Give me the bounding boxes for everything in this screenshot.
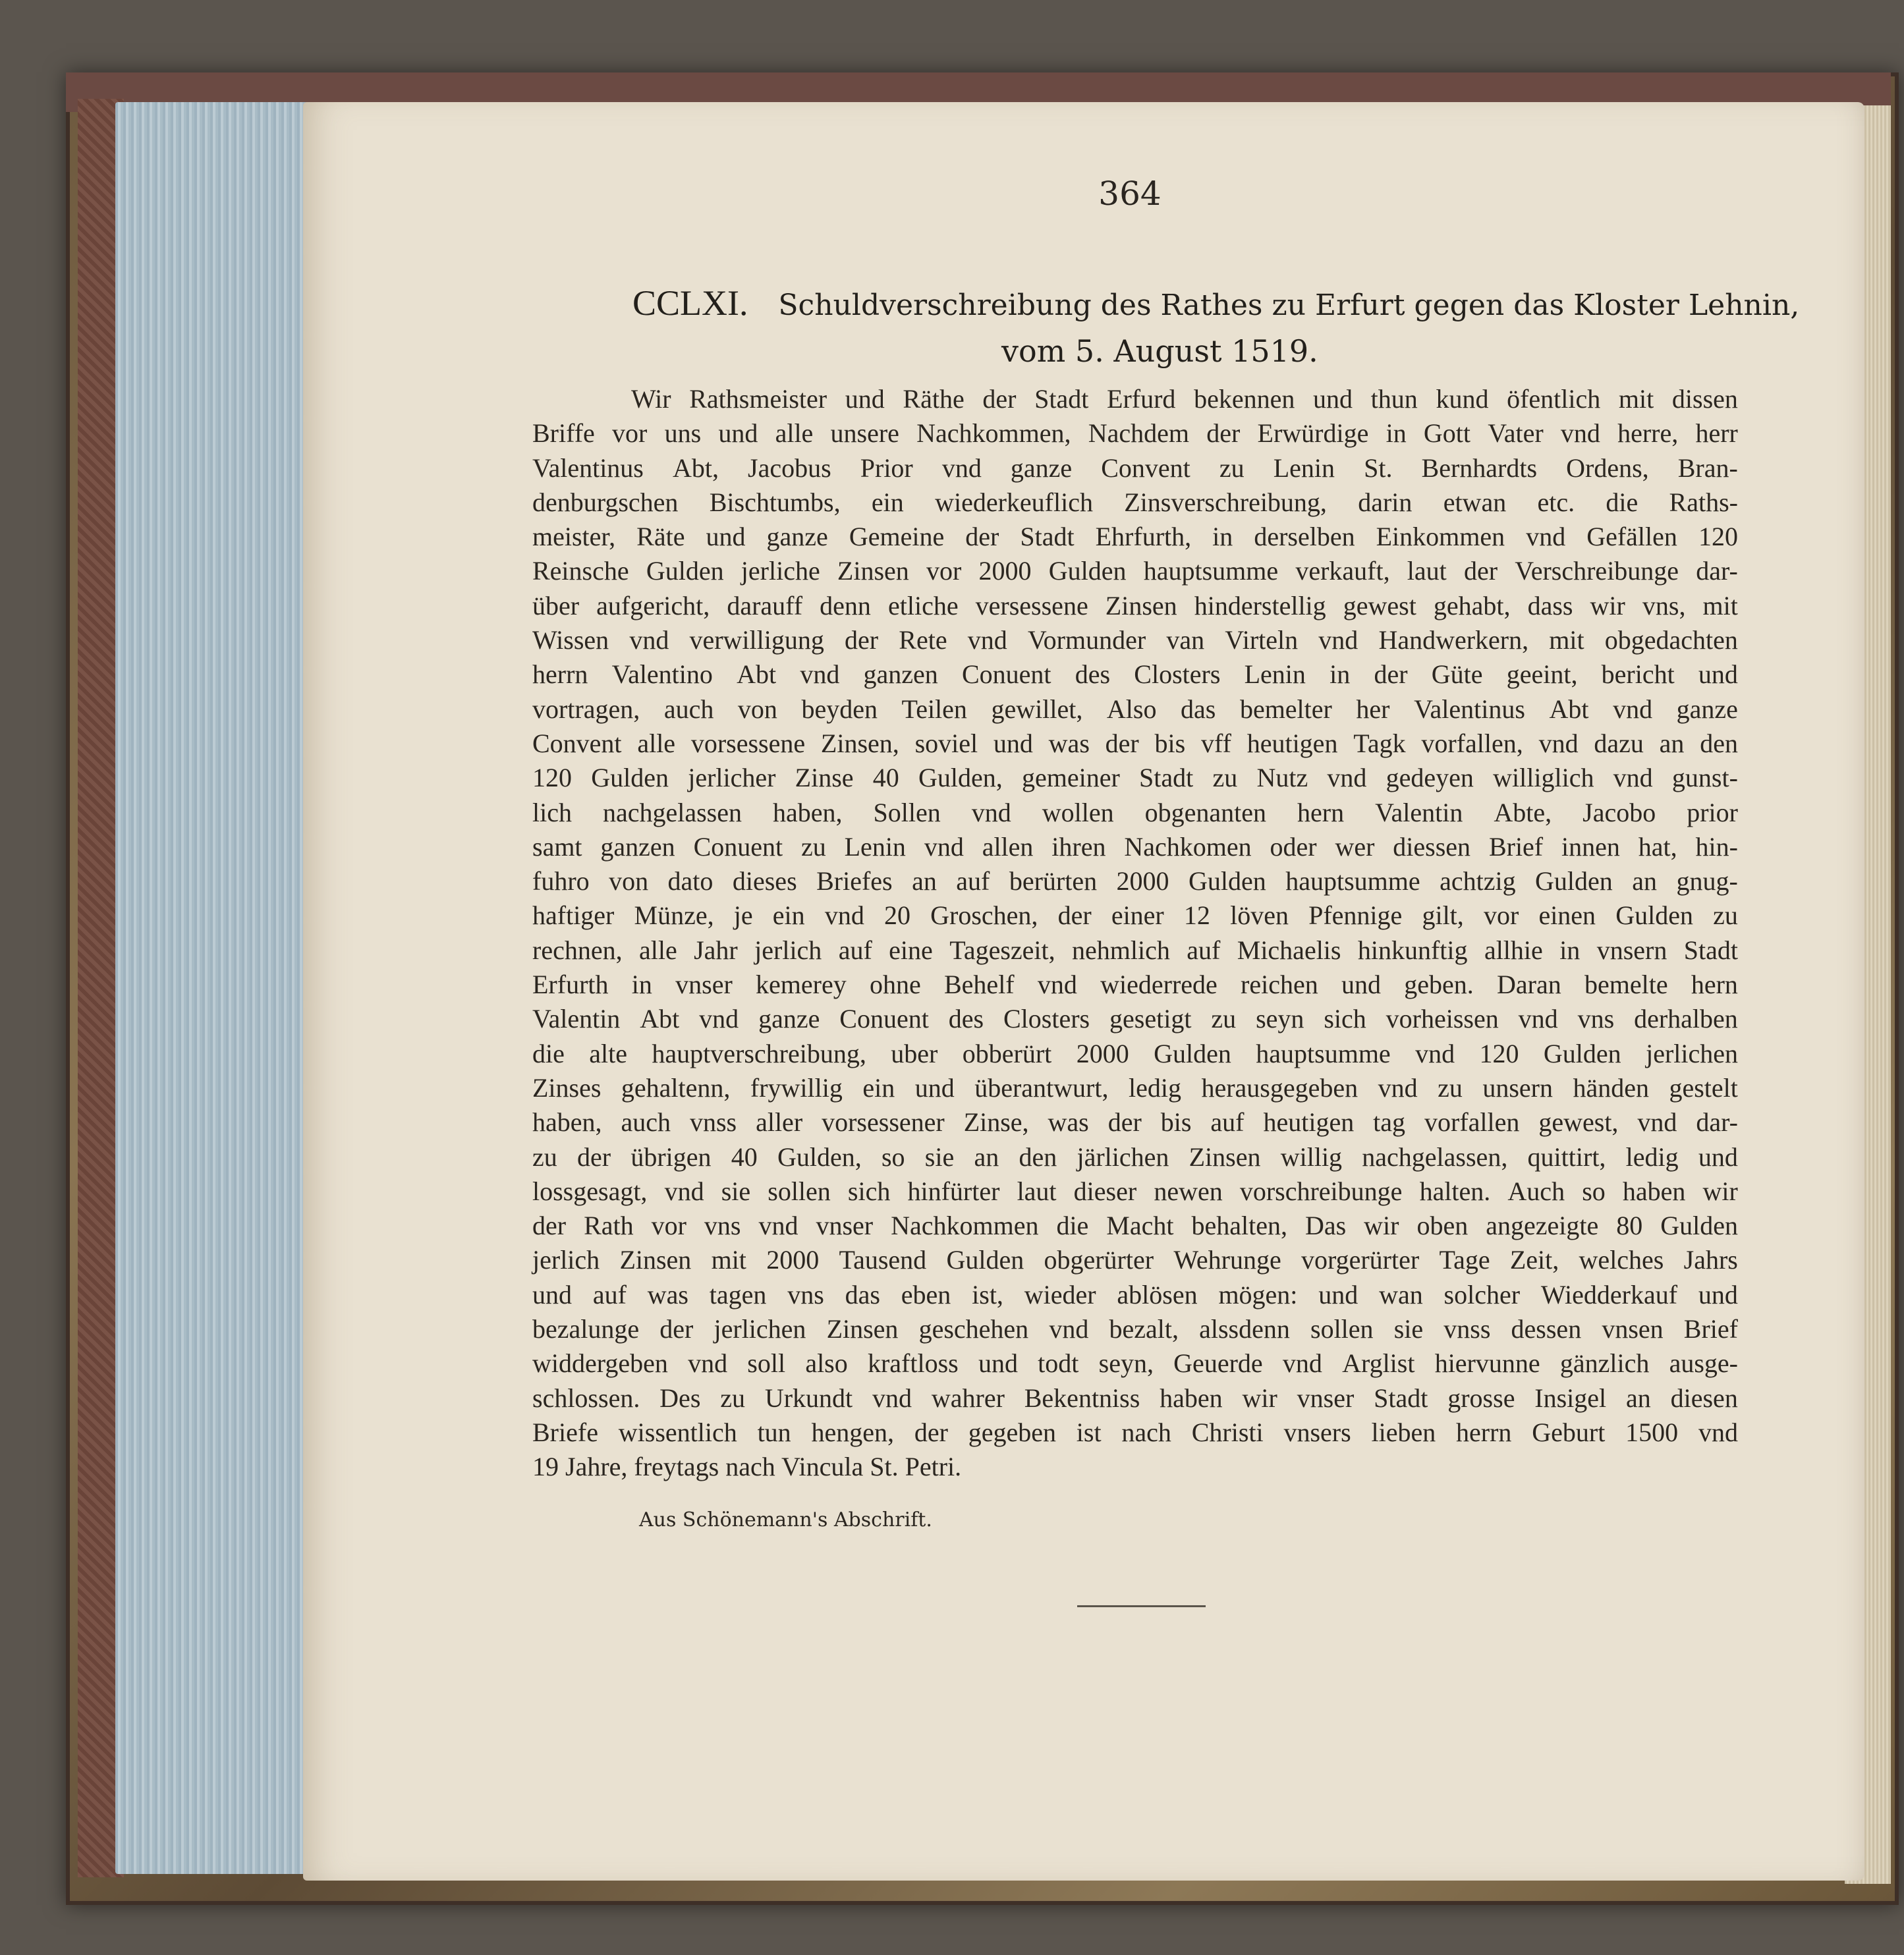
body-line: herrn Valentino Abt vnd ganzen Conuent des Closters Lenin in der Güte geeint, bericht und	[532, 659, 1738, 690]
body-line: zu der übrigen 40 Gulden, so sie an den järlichen Zinsen willig nachgelassen, quittirt, ledig und	[532, 1142, 1738, 1172]
body-line: Valentinus Abt, Jacobus Prior vnd ganze Convent zu Lenin St. Bernhardts Ordens, Bran-	[532, 453, 1738, 483]
body-line: meister, Räte und ganze Gemeine der Stadt Ehrfurth, in derselben Einkommen vnd Gefällen 120	[532, 522, 1738, 552]
body-line: die alte hauptverschreibung, uber obberürt 2000 Gulden hauptsumme vnd 120 Gulden jerlichen	[532, 1038, 1738, 1068]
body-line: bezalunge der jerlichen Zinsen geschehen vnd bezalt, alssdenn sollen sie vnss dessen vnsen Brief	[532, 1314, 1738, 1344]
body-line: der Rath vor vns vnd vnser Nachkommen die Macht behalten, Das wir oben angezeigte 80 Gulden	[532, 1211, 1738, 1241]
body-line: jerlich Zinsen mit 2000 Tausend Gulden obgerürter Wehrunge vorgerürter Tage Zeit, welches Jahrs	[532, 1245, 1738, 1275]
body-line: über aufgericht, darauff denn etliche versessene Zinsen hinderstellig gewest gehabt, dass wir vns, mit	[532, 590, 1738, 620]
document-body	[532, 382, 1738, 1485]
heading-title: Schuldverschreibung des Rathes zu Erfurt gegen das Kloster Lehnin,	[778, 289, 1800, 322]
body-line: lossgesagt, vnd sie sollen sich hinfürter laut dieser newen vorschreibunge halten. Auch so haben wir	[532, 1176, 1738, 1206]
body-line: Convent alle vorsessene Zinsen, soviel und was der bis vff heutigen Tagk vorfallen, vnd dazu an den	[532, 728, 1738, 758]
body-line: 19 Jahre, freytags nach Vincula St. Petri.	[532, 1452, 962, 1482]
body-line: 120 Gulden jerlicher Zinse 40 Gulden, gemeiner Stadt zu Nutz vnd gedeyen williglich vnd gunst-	[532, 763, 1738, 793]
closing-rule	[1077, 1605, 1206, 1607]
body-line: widdergeben vnd soll also kraftloss und todt seyn, Geuerde vnd Arglist hiervunne gänzlich ausge-	[532, 1348, 1738, 1379]
body-line: rechnen, alle Jahr jerlich auf eine Tageszeit, nehmlich auf Michaelis hinkunftig allhie in vnsern Stadt	[532, 935, 1738, 965]
body-line: Wir Rathsmeister und Räthe der Stadt Erfurd bekennen und thun kund öfentlich mit dissen	[631, 384, 1738, 414]
body-line: Reinsche Gulden jerliche Zinsen vor 2000 Gulden hauptsumme verkauft, laut der Verschreibunge dar-	[532, 556, 1738, 586]
body-line: samt ganzen Conuent zu Lenin vnd allen ihren Nachkomen oder wer diessen Brief innen hat, hin-	[532, 831, 1738, 862]
source-note: Aus Schönemann's Abschrift.	[639, 1508, 932, 1531]
body-line: Wissen vnd verwilligung der Rete vnd Vormunder van Virteln vnd Handwerkern, mit obgedachten	[532, 625, 1738, 655]
body-line: Valentin Abt vnd ganze Conuent des Closters gesetigt zu seyn sich vorheissen vnd vns derhalben	[532, 1004, 1738, 1034]
heading-date: vom 5. August 1519.	[1001, 333, 1318, 369]
body-line: schlossen. Des zu Urkundt vnd wahrer Bekentniss haben wir vnser Stadt grosse Insigel an diesen	[532, 1383, 1738, 1413]
body-line: lich nachgelassen haben, Sollen vnd wollen obgenanten hern Valentin Abte, Jacobo prior	[532, 797, 1738, 827]
body-line: Briffe vor uns und alle unsere Nachkommen, Nachdem der Erwürdige in Gott Vater vnd herre, herr	[532, 418, 1738, 449]
body-line: Briefe wissentlich tun hengen, der gegeben ist nach Christi vnsers lieben herrn Geburt 1500 vnd	[532, 1417, 1738, 1447]
body-line: fuhro von dato dieses Briefes an auf berürten 2000 Gulden hauptsumme achtzig Gulden an gnug-	[532, 866, 1738, 896]
body-line: Zinses gehaltenn, frywillig ein und überantwurt, ledig herausgegeben vnd zu unsern händen gestelt	[532, 1072, 1738, 1103]
heading-number: CCLXI.	[632, 283, 748, 323]
body-line: haben, auch vnss aller vorsessener Zinse, was der bis auf heutigen tag vorfallen gewest, vnd dar-	[532, 1107, 1738, 1138]
body-line: denburgschen Bischtumbs, ein wiederkeuflich Zinsverschreibung, darin etwan etc. die Raths-	[532, 487, 1738, 517]
body-line: haftiger Münze, je ein vnd 20 Groschen, der einer 12 löven Pfennige gilt, vor einen Gulden zu	[532, 900, 1738, 931]
body-line: und auf was tagen vns das eben ist, wieder ablösen mögen: und wan solcher Wiedderkauf und	[532, 1279, 1738, 1309]
page-number: 364	[1098, 175, 1162, 213]
body-line: Erfurth in vnser kemerey ohne Behelf vnd wiederrede reichen und geben. Daran bemelte hern	[532, 970, 1738, 1000]
page-block-edges	[115, 102, 313, 1874]
body-line: vortragen, auch von beyden Teilen gewillet, Also das bemelter her Valentinus Abt vnd ganze	[532, 694, 1738, 724]
heading-line-1	[632, 280, 1800, 329]
document-heading	[632, 280, 1800, 372]
